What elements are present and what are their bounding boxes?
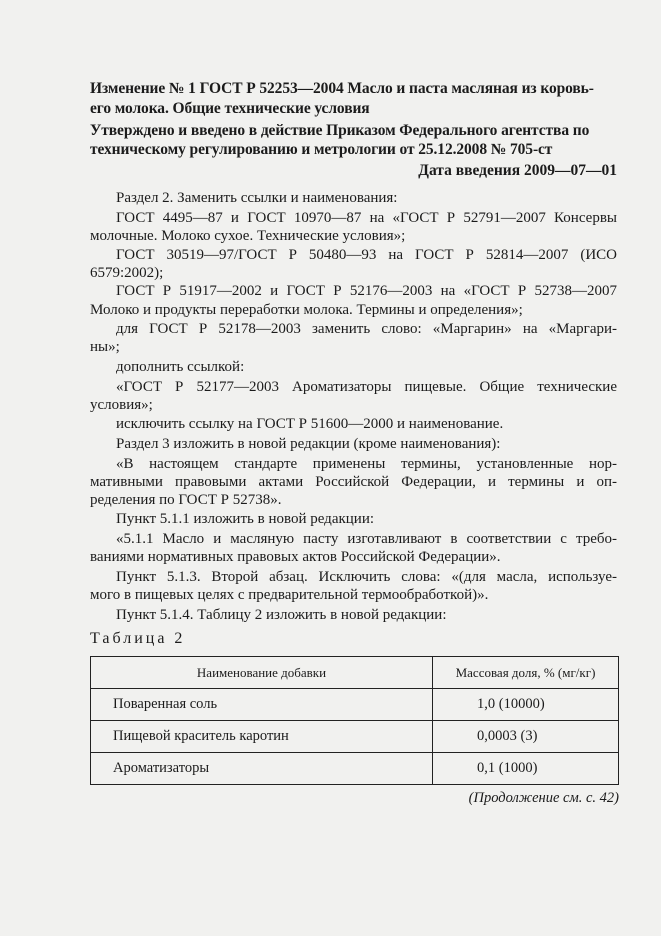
approval-statement: Утверждено и введено в действие Приказом Федерального агентства по — [90, 122, 590, 139]
body-line: Молоко и продукты переработки молока. Термины и определения»; — [90, 302, 523, 318]
body-line: для ГОСТ Р 52178—2003 заменить слово: «Маргарин» на «Маргари- — [116, 321, 617, 337]
body-line: молочные. Молоко сухое. Технические условия»; — [90, 228, 406, 244]
body-line: «5.1.1 Масло и масляную пасту изготавливают в соответствии с требо- — [116, 531, 617, 547]
body-line: мого в пищевых целях с предварительной термообработкой)». — [90, 587, 489, 603]
body-line: Раздел 2. Заменить ссылки и наименования: — [116, 190, 398, 206]
table-header-row — [91, 657, 619, 689]
body-line: Пункт 5.1.3. Второй абзац. Исключить слова: «(для масла, используе- — [116, 569, 617, 585]
table-caption: Таблица 2 — [90, 630, 186, 647]
body-line: мативными правовыми актами Российской Федерации, и термины и оп- — [90, 474, 617, 490]
body-line: ределения по ГОСТ Р 52738». — [90, 492, 282, 508]
additives-table — [90, 656, 619, 785]
mass-fraction: 0,0003 (3) — [433, 721, 619, 753]
body-line: ГОСТ 30519—97/ГОСТ Р 50480—93 на ГОСТ Р 52814—2007 (ИСО — [116, 247, 617, 263]
body-line: 6579:2002); — [90, 265, 164, 281]
additive-name: Поваренная соль — [91, 689, 433, 721]
body-line: ГОСТ Р 51917—2002 и ГОСТ Р 52176—2003 на «ГОСТ Р 52738—2007 — [116, 283, 617, 299]
body-line: ны»; — [90, 339, 120, 355]
body-line: Пункт 5.1.4. Таблицу 2 изложить в новой редакции: — [116, 607, 447, 623]
effective-date: Дата введения 2009—07—01 — [418, 162, 617, 179]
body-line: исключить ссылку на ГОСТ Р 51600—2000 и наименование. — [116, 416, 504, 432]
additive-name: Ароматизаторы — [91, 753, 433, 785]
body-line: ГОСТ 4495—87 и ГОСТ 10970—87 на «ГОСТ Р 52791—2007 Консервы — [116, 210, 617, 226]
mass-fraction: 0,1 (1000) — [433, 753, 619, 785]
column-header-mass-fraction: Массовая доля, % (мг/кг) — [433, 657, 619, 689]
body-line: «ГОСТ Р 52177—2003 Ароматизаторы пищевые. Общие технические — [116, 379, 617, 395]
table-row — [91, 721, 619, 753]
table-row — [91, 753, 619, 785]
body-line: Пункт 5.1.1 изложить в новой редакции: — [116, 511, 375, 527]
table-row — [91, 689, 619, 721]
body-line: ваниями нормативных правовых актов Российской Федерации». — [90, 549, 501, 565]
amendment-title-continued: его молока. Общие технические условия — [90, 100, 370, 117]
approval-statement-continued: техническому регулированию и метрологии от 25.12.2008 № 705-ст — [90, 141, 553, 158]
mass-fraction: 1,0 (10000) — [433, 689, 619, 721]
column-header-additive: Наименование добавки — [91, 657, 433, 689]
body-line: «В настоящем стандарте применены термины, установленные нор- — [116, 456, 617, 472]
body-line: дополнить ссылкой: — [116, 359, 245, 375]
additive-name: Пищевой краситель каротин — [91, 721, 433, 753]
continuation-note: (Продолжение см. с. 42) — [468, 790, 619, 806]
body-line: условия»; — [90, 397, 153, 413]
amendment-title: Изменение № 1 ГОСТ Р 52253—2004 Масло и паста масляная из коровь- — [90, 80, 594, 97]
body-line: Раздел 3 изложить в новой редакции (кроме наименования): — [116, 436, 501, 452]
